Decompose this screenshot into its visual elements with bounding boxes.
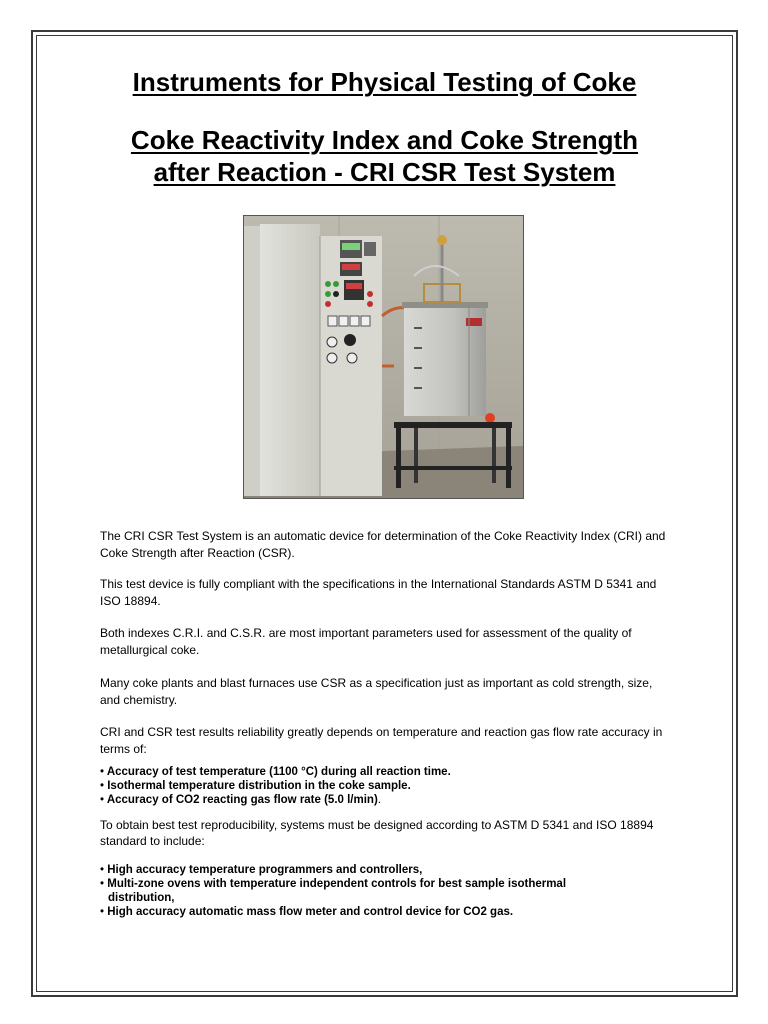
list-item: • Accuracy of test temperature (1100 °C) during all reaction time.: [100, 766, 451, 778]
list-item: • Isothermal temperature distribution in the coke sample.: [100, 780, 411, 792]
accuracy-list: [100, 765, 675, 807]
paragraph-specification: Many coke plants and blast furnaces use CSR as a specification just as important as cold strength, size, and chemistry.: [100, 676, 653, 707]
paragraph-intro: The CRI CSR Test System is an automatic device for determination of the Coke Reactivity Index (CRI) and Coke Strength after Reaction (CSR).: [100, 529, 666, 560]
list-item: • High accuracy automatic mass flow meter and control device for CO2 gas.: [100, 906, 514, 918]
subtitle-line-1: Coke Reactivity Index and Coke Strength: [130, 125, 639, 155]
apparatus-illustration: [244, 216, 523, 498]
paragraph-reliability: CRI and CSR test results reliability greatly depends on temperature and reaction gas flow rate accuracy in terms of:: [100, 725, 663, 756]
paragraph-indexes: Both indexes C.R.I. and C.S.R. are most important parameters used for assessment of the quality of metallurgical coke.: [100, 626, 632, 657]
subtitle-line-2: after Reaction - CRI CSR Test System: [153, 157, 616, 187]
page-title: Instruments for Physical Testing of Coke: [132, 67, 637, 97]
document-body: [100, 528, 675, 919]
paragraph-design: To obtain best test reproducibility, systems must be designed according to ASTM D 5341 and ISO 18894 standard to include:: [100, 818, 654, 848]
list-item: • Multi-zone ovens with temperature independent controls for best sample isothermal distribution,: [100, 878, 567, 904]
apparatus-photo: [243, 215, 524, 499]
list-item: • High accuracy temperature programmers and controllers,: [100, 864, 423, 876]
list-item: • Accuracy of CO2 reacting gas flow rate (5.0 l/min).: [100, 794, 381, 806]
page-subtitle: [36, 124, 733, 188]
paragraph-compliance: This test device is fully compliant with the specifications in the International Standards ASTM D 5341 and ISO 18894.: [100, 577, 657, 608]
design-requirements-list: [100, 863, 675, 919]
